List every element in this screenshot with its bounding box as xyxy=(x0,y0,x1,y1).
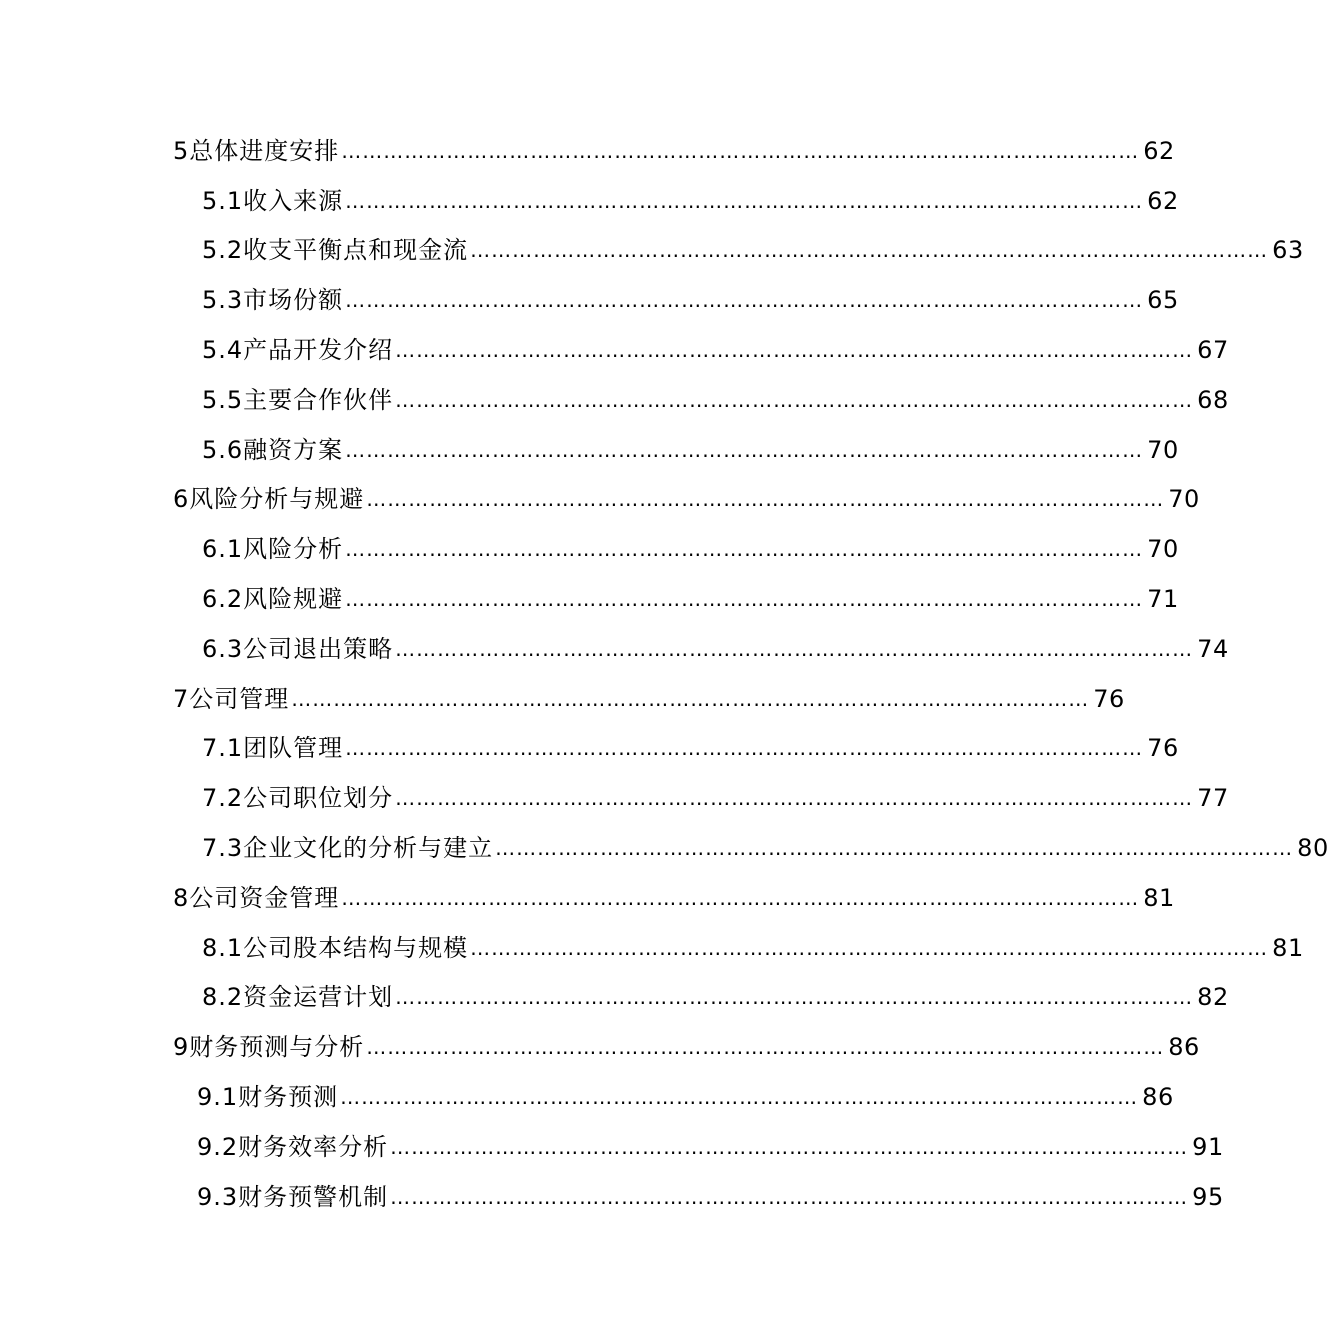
toc-row xyxy=(0,275,1179,325)
section-number: 5.5 xyxy=(202,385,244,414)
page-number: 76 xyxy=(1147,734,1179,763)
dot-leader: …………………………………………………………………………………………………… xyxy=(390,1184,1189,1209)
page-number: 77 xyxy=(1197,784,1229,813)
toc-row xyxy=(0,524,1179,574)
dot-leader: …………………………………………………………………………………………………… xyxy=(345,736,1144,761)
section-number: 5.2 xyxy=(202,236,244,265)
page-number: 86 xyxy=(1142,1083,1174,1112)
toc-entry[interactable] xyxy=(202,973,1229,1023)
section-title: 风险分析与规避 xyxy=(189,485,365,514)
page-number: 82 xyxy=(1197,983,1229,1012)
toc-entry[interactable] xyxy=(173,1022,1200,1072)
page-number: 76 xyxy=(1093,684,1125,713)
dot-leader: …………………………………………………………………………………………………… xyxy=(470,238,1269,263)
toc-entry[interactable] xyxy=(197,1072,1174,1122)
section-number: 5.4 xyxy=(202,336,244,365)
section-number: 9.2 xyxy=(197,1132,239,1161)
page-number: 68 xyxy=(1197,385,1229,414)
dot-leader: …………………………………………………………………………………………………… xyxy=(366,487,1165,512)
toc-row xyxy=(0,1072,1174,1122)
page-number: 62 xyxy=(1147,186,1179,215)
dot-leader: …………………………………………………………………………………………………… xyxy=(395,985,1194,1010)
dot-leader: …………………………………………………………………………………………………… xyxy=(340,1085,1139,1110)
dot-leader: …………………………………………………………………………………………………… xyxy=(366,1035,1165,1060)
section-number: 8.1 xyxy=(202,933,244,962)
section-number: 9.1 xyxy=(197,1083,239,1112)
toc-row xyxy=(0,873,1175,923)
page-number: 71 xyxy=(1147,585,1179,614)
toc-row xyxy=(0,973,1229,1023)
page-number: 70 xyxy=(1147,435,1179,464)
section-number: 7 xyxy=(173,684,190,713)
dot-leader: …………………………………………………………………………………………………… xyxy=(345,537,1144,562)
section-number: 9.3 xyxy=(197,1182,239,1211)
toc-entry[interactable] xyxy=(202,524,1179,574)
section-number: 9 xyxy=(173,1033,190,1062)
page-number: 81 xyxy=(1143,883,1175,912)
page-number: 62 xyxy=(1143,136,1175,165)
dot-leader: …………………………………………………………………………………………………… xyxy=(291,686,1090,711)
section-number: 8 xyxy=(173,883,190,912)
toc-entry[interactable] xyxy=(202,425,1179,475)
section-title: 财务效率分析 xyxy=(238,1132,389,1161)
section-title: 财务预测与分析 xyxy=(189,1033,365,1062)
section-title: 财务预测 xyxy=(238,1083,339,1112)
toc-row xyxy=(0,624,1229,674)
section-title: 公司退出策略 xyxy=(243,634,394,663)
page-number: 67 xyxy=(1197,336,1229,365)
toc-entry[interactable] xyxy=(173,674,1125,724)
section-number: 7.1 xyxy=(202,734,244,763)
section-title: 主要合作伙伴 xyxy=(243,385,394,414)
dot-leader: …………………………………………………………………………………………………… xyxy=(470,935,1269,960)
dot-leader: …………………………………………………………………………………………………… xyxy=(390,1134,1189,1159)
dot-leader: …………………………………………………………………………………………………… xyxy=(345,188,1144,213)
toc-row xyxy=(0,425,1179,475)
toc-row xyxy=(0,574,1179,624)
section-title: 市场份额 xyxy=(243,286,344,315)
section-title: 产品开发介绍 xyxy=(243,336,394,365)
dot-leader: …………………………………………………………………………………………………… xyxy=(341,138,1140,163)
page-number: 65 xyxy=(1147,286,1179,315)
section-number: 5.6 xyxy=(202,435,244,464)
section-title: 公司股本结构与规模 xyxy=(243,933,469,962)
page-number: 86 xyxy=(1168,1033,1200,1062)
dot-leader: …………………………………………………………………………………………………… xyxy=(395,338,1194,363)
table-of-contents xyxy=(0,126,1329,1222)
page-number: 70 xyxy=(1147,535,1179,564)
toc-entry[interactable] xyxy=(202,773,1229,823)
toc-entry[interactable] xyxy=(197,1122,1224,1172)
section-title: 公司职位划分 xyxy=(243,784,394,813)
toc-row xyxy=(0,923,1304,973)
page-number: 63 xyxy=(1272,236,1304,265)
toc-row xyxy=(0,375,1229,425)
page-number: 80 xyxy=(1297,834,1329,863)
section-number: 6 xyxy=(173,485,190,514)
toc-row xyxy=(0,475,1200,525)
section-number: 7.2 xyxy=(202,784,244,813)
toc-entry[interactable] xyxy=(202,226,1304,276)
toc-entry[interactable] xyxy=(202,724,1179,774)
dot-leader: …………………………………………………………………………………………………… xyxy=(345,587,1144,612)
section-number: 7.3 xyxy=(202,834,244,863)
section-number: 8.2 xyxy=(202,983,244,1012)
toc-row xyxy=(0,823,1329,873)
toc-row xyxy=(0,773,1229,823)
toc-row xyxy=(0,126,1175,176)
page-number: 91 xyxy=(1192,1132,1224,1161)
section-number: 6.3 xyxy=(202,634,244,663)
toc-entry[interactable] xyxy=(202,275,1179,325)
dot-leader: …………………………………………………………………………………………………… xyxy=(395,636,1194,661)
section-title: 风险分析 xyxy=(243,535,344,564)
toc-row xyxy=(0,176,1179,226)
section-title: 团队管理 xyxy=(243,734,344,763)
toc-entry[interactable] xyxy=(202,325,1229,375)
dot-leader: …………………………………………………………………………………………………… xyxy=(395,786,1194,811)
section-title: 企业文化的分析与建立 xyxy=(243,834,494,863)
toc-entry[interactable] xyxy=(202,823,1329,873)
page-number: 81 xyxy=(1272,933,1304,962)
toc-row xyxy=(0,724,1179,774)
dot-leader: …………………………………………………………………………………………………… xyxy=(341,885,1140,910)
dot-leader: …………………………………………………………………………………………………… xyxy=(345,437,1144,462)
toc-row xyxy=(0,1022,1200,1072)
page-number: 95 xyxy=(1192,1182,1224,1211)
toc-row xyxy=(0,325,1229,375)
section-title: 总体进度安排 xyxy=(189,136,340,165)
toc-entry[interactable] xyxy=(202,176,1179,226)
section-title: 资金运营计划 xyxy=(243,983,394,1012)
section-title: 收支平衡点和现金流 xyxy=(243,236,469,265)
toc-row xyxy=(0,1122,1224,1172)
toc-entry[interactable] xyxy=(197,1172,1224,1222)
section-number: 6.1 xyxy=(202,535,244,564)
toc-entry[interactable] xyxy=(202,923,1304,973)
toc-entry[interactable] xyxy=(202,574,1179,624)
toc-entry[interactable] xyxy=(173,873,1175,923)
dot-leader: …………………………………………………………………………………………………… xyxy=(495,836,1294,861)
dot-leader: …………………………………………………………………………………………………… xyxy=(395,387,1194,412)
toc-entry[interactable] xyxy=(202,375,1229,425)
page-number: 70 xyxy=(1168,485,1200,514)
section-title: 财务预警机制 xyxy=(238,1182,389,1211)
toc-row xyxy=(0,674,1125,724)
section-number: 5.3 xyxy=(202,286,244,315)
dot-leader: …………………………………………………………………………………………………… xyxy=(345,288,1144,313)
section-title: 收入来源 xyxy=(243,186,344,215)
toc-row xyxy=(0,1172,1224,1222)
section-number: 5 xyxy=(173,136,190,165)
page-number: 74 xyxy=(1197,634,1229,663)
toc-row xyxy=(0,226,1304,276)
section-title: 公司管理 xyxy=(189,684,290,713)
section-title: 风险规避 xyxy=(243,585,344,614)
section-number: 5.1 xyxy=(202,186,244,215)
toc-entry[interactable] xyxy=(202,624,1229,674)
section-title: 融资方案 xyxy=(243,435,344,464)
section-number: 6.2 xyxy=(202,585,244,614)
toc-entry[interactable] xyxy=(173,475,1200,525)
section-title: 公司资金管理 xyxy=(189,883,340,912)
toc-entry[interactable] xyxy=(173,126,1175,176)
